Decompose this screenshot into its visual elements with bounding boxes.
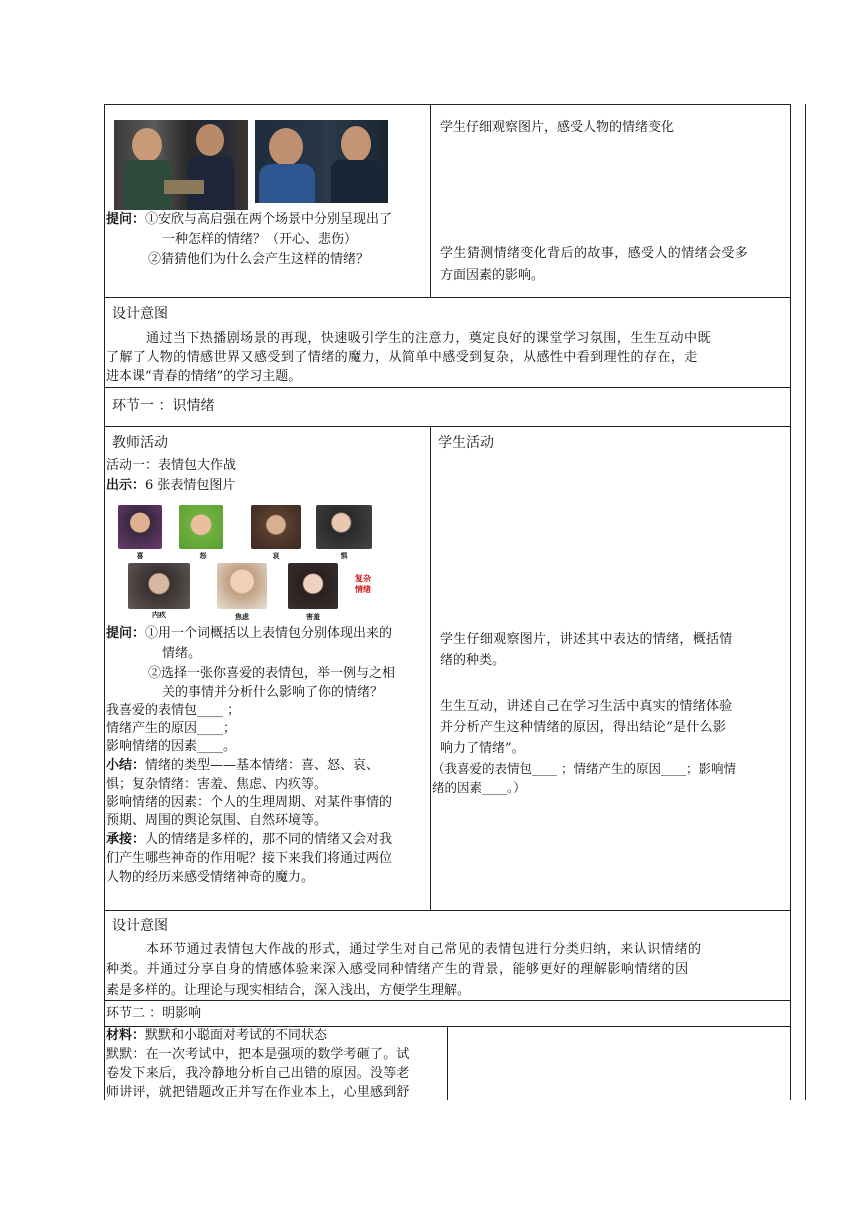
row-line-2: [104, 387, 791, 388]
col-divider-row1: [430, 104, 431, 297]
design2-line2: 种类。并通过分享自身的情感体验来深入感受同种情绪产生的背景，能够更好的理解影响情绪的因: [106, 962, 689, 977]
row-line-1: [104, 297, 791, 298]
scene-photo-happy: [114, 120, 248, 210]
teacher-question-line1: 提问：①用一个词概括以上表情包分别体现出来的: [106, 626, 393, 641]
page-right-rule: [805, 104, 806, 1100]
design1-title: 设计意图: [112, 306, 168, 322]
fill-emotion-reason: 情绪产生的原因____；: [106, 721, 237, 736]
col-divider-row4: [430, 426, 431, 910]
teacher-question-line2: 情绪。: [162, 646, 202, 661]
row-line-top: [104, 104, 791, 105]
design2-line1: 本环节通过表情包大作战的形式，通过学生对自己常见的表情包进行分类归纳，来认识情绪的: [146, 942, 702, 957]
student-activity-header: 学生活动: [438, 435, 494, 451]
activity1-title: 活动一：表情包大作战: [106, 458, 237, 473]
complex-emotion-tag: 复杂 情绪: [355, 574, 371, 594]
emoji-label-anxiety: 焦虑: [235, 613, 249, 621]
material-line3: 师讲评，就把错题改正并写在作业本上，心里感到舒: [106, 1085, 410, 1100]
student-text2-line1: 生生互动，讲述自己在学习生活中真实的情绪体验: [440, 699, 733, 714]
design1-line2: 了解了人物的情感世界又感受到了情绪的魔力，从简单中感受到复杂，从感性中看到理性的存在，走: [106, 350, 698, 365]
student-text2-line2: 并分析产生这种情绪的原因，得出结论“是什么影: [440, 720, 727, 735]
emoji-shy-image: [288, 563, 338, 609]
section2-title: 环节二 ：明影响: [106, 1006, 202, 1021]
row-line-4: [104, 910, 791, 911]
row1-question-line2: 一种怎样的情绪？（开心、悲伤）: [162, 232, 358, 247]
section1-title: 环节一 ：识情绪: [112, 398, 215, 414]
transition-line1: 承接：人的情绪是多样的，那不同的情绪又会对我: [106, 832, 393, 847]
row1-student-text2-line2: 方面因素的影响。: [440, 268, 545, 283]
student-text3-line2: 绪的因素____。）: [432, 780, 526, 795]
emoji-label-anger: 怒: [199, 552, 207, 560]
factor-line2: 预期、周围的舆论氛围、自然环境等。: [106, 813, 328, 828]
emoji-fear-image: [316, 505, 372, 549]
row1-student-text2-line1: 学生猜测情绪变化背后的故事，感受人的情绪会受多: [440, 246, 749, 261]
emoji-label-fear: 惧: [340, 552, 348, 560]
design1-line3: 进本课“青春的情绪”的学习主题。: [106, 369, 302, 384]
teacher-question2-line2: 关的事情并分析什么影响了你的情绪？: [162, 685, 384, 700]
student-text3-line1: （我喜爱的表情包____ ；情绪产生的原因____；影响情: [432, 761, 736, 776]
design2-title: 设计意图: [112, 918, 168, 934]
summary-line2: 惧；复杂情绪：害羞、焦虑、内疚等。: [106, 777, 328, 792]
material-line2: 卷发下来后，我冷静地分析自己出错的原因。没等老: [106, 1066, 410, 1081]
table-left-border: [104, 104, 105, 1100]
material-line1: 默默：在一次考试中，把本是强项的数学考砸了。试: [106, 1047, 410, 1062]
emoji-label-guilt: 内疚: [152, 611, 166, 619]
material-title: 材料：默默和小聪面对考试的不同状态: [106, 1028, 328, 1043]
student-text2-line3: 响力了情绪”。: [440, 741, 525, 756]
show-line: 出示：6 张表情包图片: [106, 478, 236, 493]
transition-line3: 人物的经历来感受情绪神奇的魔力。: [106, 870, 315, 885]
emoji-label-joy: 喜: [136, 552, 144, 560]
row1-student-text1: 学生仔细观察图片，感受人物的情绪变化: [440, 120, 675, 135]
emoji-guilt-image: [128, 563, 190, 609]
emoji-label-sorrow: 哀: [272, 552, 280, 560]
col-divider-row7: [447, 1026, 448, 1100]
transition-line2: 们产生哪些神奇的作用呢？接下来我们将通过两位: [106, 851, 393, 866]
fill-favorite-emoji: 我喜爱的表情包____ ；: [106, 703, 241, 718]
factor-line1: 影响情绪的因素：个人的生理周期、对某件事情的: [106, 795, 393, 810]
student-text1-line2: 绪的种类。: [440, 653, 506, 668]
design1-line1: 通过当下热播剧场景的再现，快速吸引学生的注意力，奠定良好的课堂学习氛围，生生互动中既: [146, 331, 711, 346]
emoji-sorrow-image: [251, 505, 301, 549]
summary-line1: 小结：情绪的类型——基本情绪：喜、怒、哀、: [106, 758, 380, 773]
fill-emotion-factors: 影响情绪的因素____。: [106, 739, 237, 754]
row1-question-2: ②猜猜他们为什么会产生这样的情绪？: [148, 252, 370, 267]
student-text1-line1: 学生仔细观察图片，讲述其中表达的情绪，概括情: [440, 632, 733, 647]
teacher-question2-line1: ②选择一张你喜爱的表情包，举一例与之相: [148, 666, 396, 681]
table-right-border: [790, 104, 791, 1100]
emoji-joy-image: [118, 505, 162, 549]
emoji-anger-image: [179, 505, 223, 549]
emoji-anxiety-image: [217, 563, 267, 609]
scene-photo-sad: [255, 120, 388, 203]
design2-line3: 素是多样的。让理论与现实相结合，深入浅出，方便学生理解。: [106, 983, 471, 998]
teacher-activity-header: 教师活动: [112, 435, 168, 451]
row1-question-line1: 提问：①安欣与高启强在两个场景中分别呈现出了: [106, 212, 393, 227]
row-line-3: [104, 426, 791, 427]
emoji-label-shy: 害羞: [306, 613, 320, 621]
